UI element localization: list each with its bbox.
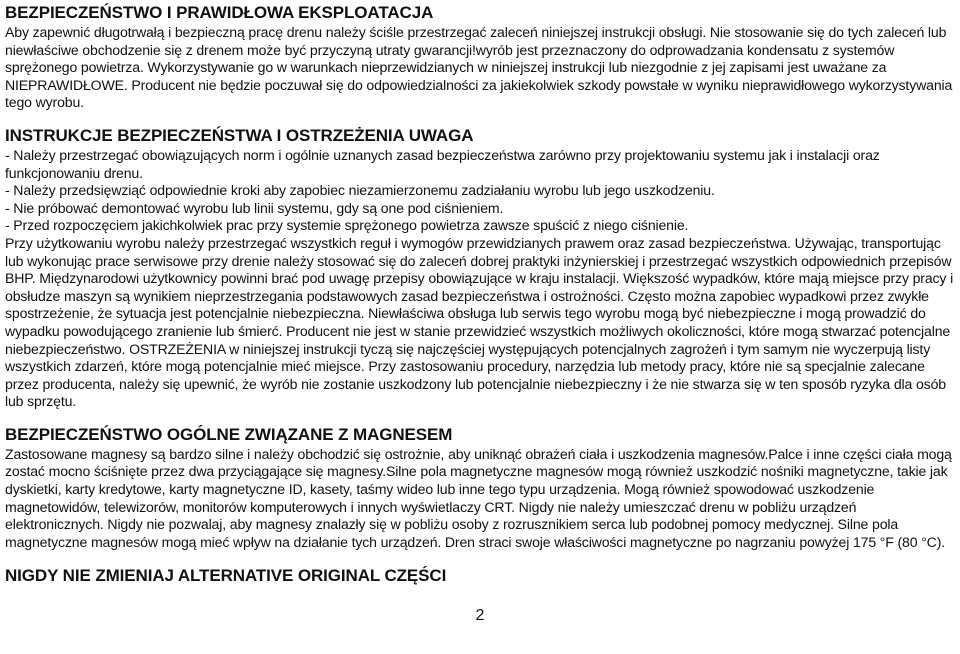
safety-rule-prevent-damage: - Należy przedsięwziąć odpowiednie kroki aby zapobiec niezamierzonemu zadziałaniu wyrobu lub jego uszkodzeniu. [5,182,715,199]
page-number: 2 [475,607,485,624]
paragraph-magnet-safety: Zastosowane magnesy są bardzo silne i należy obchodzić się ostrożnie, aby uniknąć obrażeń ciała i uszkodzenia magnesów.Palce i inne części ciała mogą zostać mocno ściśnięte przez dwa przyciągające się magnesy.Silne pola magnetyczne magnesów mogą również uszkodzić nośniki magnetyczne, takie jak dyskietki, karty kredytowe, karty magnetyczne ID, kasety, taśmy wideo lub inne tego typu urządzenia. Mogą również spowodować uszkodzenie magnetowidów, telewizorów, monitorów komputerowych i innych wyświetlaczy CRT. Nigdy nie należy umieszczać drenu w pobliżu urządzeń elektronicznych. Nigdy nie pozwalaj, aby magnesy znalazły się w pobliżu osoby z rozrusznikiem serca lub podobnej pomocy medycznej. Silne pola magnetyczne magnesów mogą mieć wpływ na działanie tych urządzeń. Dren straci swoje właściwości magnetyczne po nagrzaniu powyżej 175 °F (80 °C). [5,445,952,550]
document-page [5,2,955,587]
heading-original-parts: NIGDY NIE ZMIENIAJ ALTERNATIVE ORIGINAL CZĘŚCI [5,566,447,586]
heading-magnet-safety: BEZPIECZEŃSTWO OGÓLNE ZWIĄZANE Z MAGNESEM [5,424,453,444]
heading-safety-instructions: INSTRUKCJE BEZPIECZEŃSTWA I OSTRZEŻENIA UWAGA [5,125,474,145]
paragraph-safe-operation: Aby zapewnić długotrwałą i bezpieczną pracę drenu należy ściśle przestrzegać zaleceń niniejszej instrukcji obsługi. Nie stosowanie się do tych zaleceń lub niewłaściwe obchodzenie się z drenem może być przyczyną utraty gwarancji!wyrób jest przeznaczony do odprowadzania kondensatu z systemów sprężonego powietrza. Wykorzystywanie go w warunkach nieprzewidzianych w niniejszej instrukcji lub niezgodnie z jej zapisami jest uważane za NIEPRAWIDŁOWE. Producent nie będzie poczuwał się do odpowiedzialności za jakiekolwiek szkody powstałe w wyniku nieprawidłowego wykorzystywania tego wyrobu. [5,24,953,111]
section-safety-instructions [5,125,955,411]
safety-rule-release-pressure: - Przed rozpoczęciem jakichkolwiek prac przy systemie sprężonego powietrza zawsze spuścić z niego ciśnienie. [5,217,689,234]
heading-safe-operation: BEZPIECZEŃSTWO I PRAWIDŁOWA EKSPLOATACJA [5,3,434,22]
section-safe-operation [5,2,955,112]
section-original-parts [5,565,955,587]
safety-rule-no-disassembly: - Nie próbować demontować wyrobu lub linii systemu, gdy są one pod ciśnieniem. [5,199,504,216]
safety-rule-standards: - Należy przestrzegać obowiązujących norm i ogólnie uznanych zasad bezpieczeństwa zarówno przy projektowaniu systemu jak i instalacji oraz funkcjonowaniu drenu. [5,146,880,181]
paragraph-safety-general: Przy użytkowaniu wyrobu należy przestrzegać wszystkich reguł i wymogów przewidzianych prawem oraz zasad bezpieczeństwa. Używając, transportując lub wykonując prace serwisowe przy drenie należy stosować się do zaleceń dobrej praktyki inżynierskiej i przestrzegać wszystkich odpowiednich przepisów BHP. Międzynarodowi użytkownicy powinni brać pod uwagę przepisy obowiązujące w kraju instalacji. Większość wypadków, które mają miejsce przy pracy i obsłudze maszyn są wynikiem nieprzestrzegania podstawowych zasad bezpieczeństwa i ostrożności. Często można zapobiec wypadkowi przez zwykłe spostrzeżenie, że sytuacja jest potencjalnie niebezpieczna. Niewłaściwa obsługa lub serwis tego wyrobu mogą być niebezpieczne i mogą prowadzić do wypadku powodującego zranienie lub śmierć. Producent nie jest w stanie przewidzieć wszystkich możliwych okoliczności, które mogą stwarzać potencjalne niebezpieczeństwo. OSTRZEŻENIA w niniejszej instrukcji tyczą się najczęściej występujących potencjalnych zagrożeń i tym samym nie wyczerpują listy wszystkich zdarzeń, które mogą potencjalnie mieć miejsce. Przy zastosowaniu procedury, narzędzia lub metody pracy, które nie są specjalnie zalecane przez producenta, należy się upewnić, że wyrób nie zostanie uszkodzony lub potencjalnie niebezpieczny i że nie stwarza się w ten sposób ryzyka dla osób lub sprzętu. [5,234,954,410]
section-magnet-safety [5,424,955,552]
